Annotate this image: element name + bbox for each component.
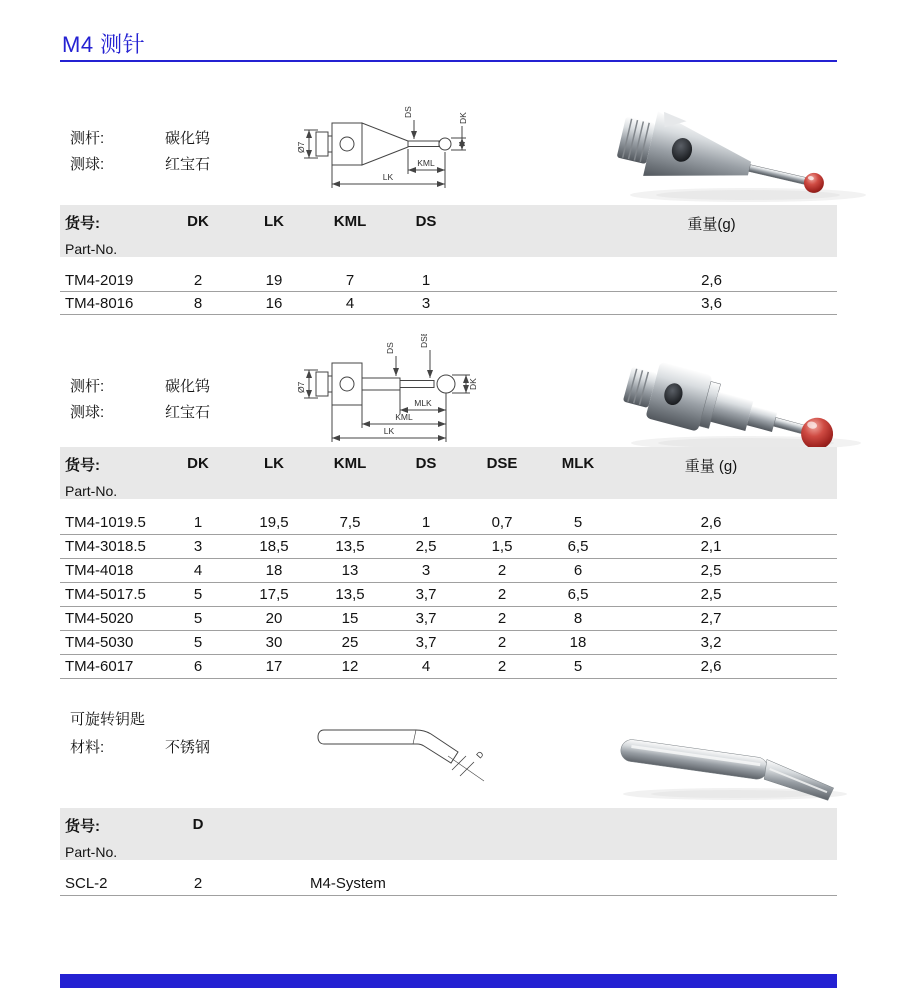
- dimension-value: 3: [421, 562, 431, 579]
- dimension-label: LK: [383, 426, 395, 436]
- dimension-value: 6,5: [567, 586, 589, 603]
- dimension-value: 19,5: [259, 514, 289, 531]
- spec-value: 碳化钨: [165, 130, 211, 147]
- part-number: TM4-2019: [65, 271, 134, 289]
- table-row: [60, 535, 837, 559]
- technical-drawing-stylus-stepped: [296, 334, 496, 451]
- dimension-value: 15: [341, 610, 359, 627]
- weight-value: 2,6: [700, 658, 722, 675]
- spec-label: 测球:: [70, 156, 105, 173]
- product-photo-stylus-simple: [598, 92, 890, 212]
- dimension-value: 19: [265, 271, 283, 289]
- column-header: DS: [415, 455, 437, 472]
- dimension-value: 12: [341, 658, 359, 675]
- dimension-label: MLK: [414, 398, 432, 408]
- spec-value: 红宝石: [165, 156, 211, 173]
- dimension-value: 5: [573, 514, 583, 531]
- dimension-value: 4: [345, 294, 355, 312]
- dimension-value: 3: [421, 294, 431, 312]
- footer-accent-bar: [60, 974, 837, 988]
- parts-table-1: [60, 205, 837, 315]
- dimension-label: DS: [403, 106, 413, 118]
- dimension-value: 5: [193, 610, 203, 627]
- dimension-label: KML: [417, 158, 435, 168]
- weight-value: 3,2: [700, 634, 722, 651]
- part-number-header: [60, 454, 160, 499]
- column-header: D: [192, 816, 204, 833]
- dimension-value: 7: [345, 271, 355, 289]
- part-number: TM4-1019.5: [65, 514, 146, 531]
- dimension-value: 2,5: [415, 538, 437, 555]
- dimension-value: 18: [265, 562, 283, 579]
- table-body: [60, 872, 837, 896]
- weight-value: 2,5: [700, 586, 722, 603]
- dimension-value: 3,7: [415, 610, 437, 627]
- technical-drawing-stylus-simple: [296, 96, 481, 203]
- spec-value: 碳化钨: [165, 378, 211, 395]
- table-row: [60, 583, 837, 607]
- dimension-label: KML: [395, 412, 413, 422]
- part-number-header: [60, 212, 160, 257]
- dimension-value: 2: [497, 658, 507, 675]
- dimension-value: 1: [421, 271, 431, 289]
- spec-label: 材料:: [70, 739, 105, 756]
- dimension-value: 25: [341, 634, 359, 651]
- spec-label: 测杆:: [70, 130, 105, 147]
- dimension-value: 8: [573, 610, 583, 627]
- table-row: [60, 511, 837, 535]
- column-header: DS: [415, 213, 437, 230]
- column-header: KML: [333, 455, 367, 472]
- dimension-value: 6: [193, 658, 203, 675]
- dimension-value: 2: [497, 610, 507, 627]
- dimension-value: 5: [193, 634, 203, 651]
- dimension-label: DK: [468, 378, 478, 390]
- dimension-value: 1: [421, 514, 431, 531]
- weight-header: 重量(g): [687, 216, 736, 233]
- dimension-value: 2: [193, 271, 203, 289]
- dimension-value: 17,5: [259, 586, 289, 603]
- dimension-value: 0,7: [491, 514, 513, 531]
- table-header: [60, 808, 837, 860]
- parts-table-3: [60, 808, 837, 896]
- spec-row: [70, 374, 210, 400]
- weight-value: 2,6: [700, 514, 722, 531]
- material-specs: [70, 126, 210, 178]
- part-number-header-en: Part-No.: [65, 241, 118, 257]
- table-header: [60, 447, 837, 499]
- dimension-value: 6: [573, 562, 583, 579]
- dimension-value: 13: [341, 562, 359, 579]
- dimension-value: 2: [193, 875, 203, 892]
- dimension-value: 4: [421, 658, 431, 675]
- dimension-value: 3,7: [415, 634, 437, 651]
- column-header: KML: [333, 213, 367, 230]
- weight-value: 2,1: [700, 538, 722, 555]
- table-row: [60, 872, 837, 896]
- spec-row: [70, 152, 210, 178]
- dimension-value: 17: [265, 658, 283, 675]
- material-specs: [70, 374, 210, 426]
- title-underline: [60, 60, 837, 62]
- column-header: LK: [264, 213, 284, 230]
- dimension-value: 3,7: [415, 586, 437, 603]
- product-photo-wrench: [600, 712, 880, 817]
- part-number: TM4-6017: [65, 658, 134, 675]
- part-number-header: [60, 815, 160, 860]
- dimension-value: 6,5: [567, 538, 589, 555]
- dimension-label: Ø7: [296, 141, 306, 153]
- part-number: TM4-5020: [65, 610, 134, 627]
- dimension-value: 1,5: [491, 538, 513, 555]
- weight-value: 3,6: [701, 294, 722, 312]
- part-number: TM4-8016: [65, 294, 134, 312]
- weight-value: 2,5: [700, 562, 722, 579]
- spec-label: 测杆:: [70, 378, 105, 395]
- dimension-label: DSE: [419, 334, 429, 348]
- column-header: LK: [264, 455, 284, 472]
- part-number: TM4-4018: [65, 562, 134, 579]
- table-row: [60, 559, 837, 583]
- table-row: [60, 655, 837, 679]
- dimension-label: DS: [385, 342, 395, 354]
- table-row: [60, 269, 837, 292]
- dimension-value: 5: [573, 658, 583, 675]
- spec-row: [70, 400, 210, 426]
- part-number-header-zh: 货号:: [65, 457, 100, 474]
- dimension-value: 1: [193, 514, 203, 531]
- dimension-value: 20: [265, 610, 283, 627]
- dimension-value: 4: [193, 562, 203, 579]
- dimension-value: 5: [193, 586, 203, 603]
- dimension-value: 2: [497, 634, 507, 651]
- weight-value: 2,6: [701, 271, 722, 289]
- dimension-value: 13,5: [335, 538, 365, 555]
- dimension-value: 2: [497, 562, 507, 579]
- dimension-value: 18,5: [259, 538, 289, 555]
- column-header: MLK: [561, 455, 595, 472]
- wrench-section-text: [70, 706, 210, 762]
- part-number: SCL-2: [65, 875, 108, 892]
- part-number-header-zh: 货号:: [65, 215, 100, 232]
- spec-row: [70, 734, 210, 762]
- part-number-header-zh: 货号:: [65, 818, 100, 835]
- section-heading: 可旋转钥匙: [70, 711, 146, 728]
- product-photo-stylus-stepped: [598, 342, 890, 459]
- part-number-header-en: Part-No.: [65, 483, 118, 499]
- dimension-value: 18: [569, 634, 587, 651]
- part-number: TM4-5017.5: [65, 586, 146, 603]
- dimension-value: 16: [265, 294, 283, 312]
- table-body: [60, 269, 837, 315]
- page-title: M4 测针: [62, 32, 146, 57]
- spec-row: [70, 126, 210, 152]
- table-body: [60, 511, 837, 679]
- table-row: [60, 631, 837, 655]
- dimension-label: DK: [458, 112, 468, 124]
- spec-value: 不锈钢: [165, 739, 211, 756]
- dimension-value: 13,5: [335, 586, 365, 603]
- dimension-label: D: [474, 749, 486, 761]
- part-number: TM4-5030: [65, 634, 134, 651]
- part-number: TM4-3018.5: [65, 538, 146, 555]
- dimension-value: 3: [193, 538, 203, 555]
- dimension-value: 8: [193, 294, 203, 312]
- column-header: DK: [187, 455, 209, 472]
- part-number-header-en: Part-No.: [65, 844, 118, 860]
- spec-label: 测球:: [70, 404, 105, 421]
- dimension-label: LK: [382, 172, 394, 182]
- dimension-label: Ø7: [296, 381, 306, 393]
- parts-table-2: [60, 447, 837, 679]
- table-header: [60, 205, 837, 257]
- dimension-value: 7,5: [339, 514, 361, 531]
- dimension-value: 2: [497, 586, 507, 603]
- system-note: M4-System: [310, 875, 386, 892]
- dimension-value: 30: [265, 634, 283, 651]
- technical-drawing-wrench: [300, 700, 500, 800]
- table-row: [60, 607, 837, 631]
- weight-header: 重量 (g): [684, 458, 738, 475]
- weight-value: 2,7: [700, 610, 722, 627]
- column-header: DSE: [486, 455, 518, 472]
- column-header: DK: [187, 213, 209, 230]
- spec-value: 红宝石: [165, 404, 211, 421]
- table-row: [60, 292, 837, 315]
